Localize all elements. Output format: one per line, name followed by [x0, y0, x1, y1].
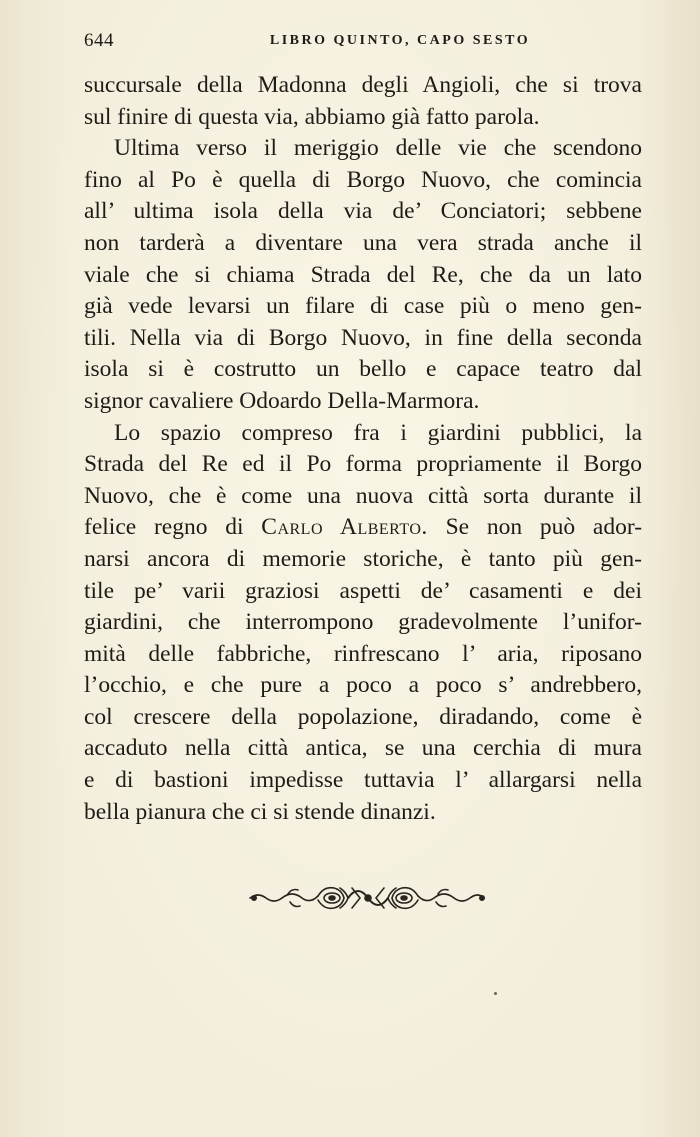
body-text: [84, 70, 642, 828]
text-line: signor cavaliere Odoardo Della-Marmora.: [84, 387, 480, 414]
text-line: Ultima verso il meriggio delle vie che scendono: [114, 135, 642, 162]
text-line: succursale della Madonna degli Angioli, che si trova: [84, 72, 642, 98]
page-number: 644: [84, 30, 114, 51]
text-line: narsi ancora di memorie storiche, è tanto più gen-: [84, 545, 642, 572]
text-line: giardini, che interrompono gradevolmente l’unifor-: [84, 609, 642, 636]
running-head: LIBRO QUINTO, CAPO SESTO: [269, 33, 531, 48]
text-line: Nuovo, che è come una nuova città sorta durante il: [84, 482, 642, 509]
text-line: bella pianura che ci si stende dinanzi.: [84, 798, 436, 825]
text-line: isola si è costrutto un bello e capace teatro dal: [84, 356, 642, 383]
text-segment: Se non può ador-: [445, 514, 643, 541]
text-line: l’occhio, e che pure a poco a poco s’ andrebbero,: [84, 672, 642, 699]
page-header: [84, 30, 646, 52]
text-line: Strada del Re ed il Po forma propriamente il Borgo: [84, 451, 642, 478]
text-line: viale che si chiama Strada del Re, che da un lato: [84, 261, 642, 288]
floral-tailpiece-icon: [248, 880, 488, 916]
text-line: già vede levarsi un filare di case più o meno gen-: [84, 293, 642, 320]
text-line: fino al Po è quella di Borgo Nuovo, che comincia: [84, 166, 642, 193]
text-line: all’ ultima isola della via de’ Conciatori; sebbene: [84, 198, 642, 225]
text-line: tili. Nella via di Borgo Nuovo, in fine della seconda: [84, 324, 642, 351]
person-name: Carlo Alberto.: [261, 514, 428, 541]
text-line: Lo spazio compreso fra i giardini pubblici, la: [114, 419, 642, 446]
text-line: e di bastioni impedisse tuttavia l’ allargarsi nella: [84, 767, 642, 794]
page-speck: [494, 992, 497, 995]
text-line: accaduto nella città antica, se una cerchia di mura: [84, 735, 642, 762]
text-line: tile pe’ varii graziosi aspetti de’ casamenti e dei: [84, 577, 642, 604]
text-line: mità delle fabbriche, rinfrescano l’ aria, riposano: [84, 640, 642, 667]
text-line: col crescere della popolazione, diradando, come è: [84, 703, 642, 730]
text-line: non tarderà a diventare una vera strada anche il: [84, 229, 642, 256]
text-segment: felice regno di: [84, 514, 244, 541]
text-line: sul finire di questa via, abbiamo già fatto parola.: [84, 103, 540, 130]
text-line-with-name: [84, 512, 642, 544]
